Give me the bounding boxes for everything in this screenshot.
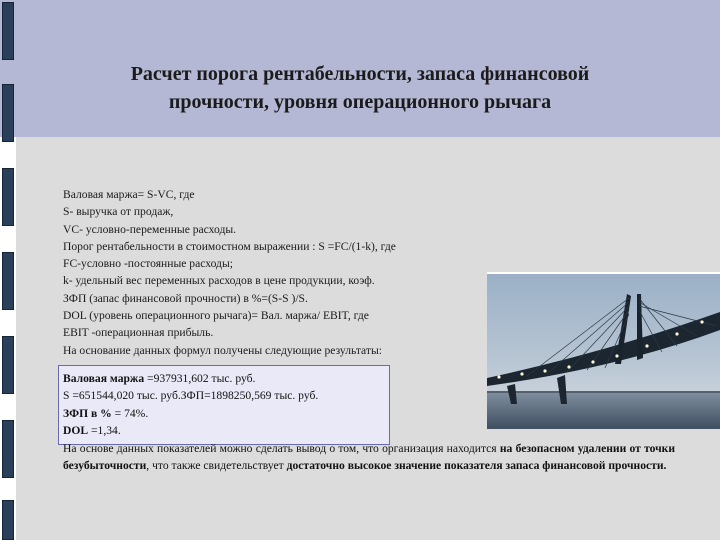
decor-bar: [2, 2, 14, 60]
gross-margin-line: [63, 370, 393, 387]
title-line: прочности, уровня операционного рычага: [168, 91, 552, 113]
zfp-line: [63, 405, 393, 422]
title-line: Расчет порога рентабельности, запаса финансовой: [130, 63, 590, 85]
definition-line: k- удельный вес переменных расходов в цене продукции, коэф.: [63, 274, 375, 288]
decor-bar: [2, 252, 14, 310]
dol-line: [63, 422, 393, 439]
zfp-label: ЗФП в %: [63, 406, 112, 420]
decor-bar: [2, 336, 14, 394]
definition-line: Порог рентабельности в стоимостном выражении : S =FC/(1-k), где: [63, 239, 396, 253]
zfp-value: = 74%.: [111, 406, 149, 420]
definition-line: EBIT -операционная прибыль.: [63, 326, 214, 340]
decor-bar: [2, 500, 14, 540]
results-text: [63, 370, 393, 439]
threshold-line: S =651544,020 тыс. руб.ЗФП=1898250,569 тыс. руб.: [63, 389, 319, 403]
bridge-photo: [487, 274, 720, 429]
definition-line: ЗФП (запас финансовой прочности) в %=(S-S )/S.: [63, 291, 308, 305]
left-decoration: [0, 0, 16, 540]
conclusion-emphasis: достаточно высокое значение показателя запаса финансовой прочности.: [286, 459, 667, 473]
decor-bar: [2, 420, 14, 478]
gross-margin-label: Валовая маржа: [63, 372, 145, 385]
dol-label: DOL: [63, 423, 89, 437]
conclusion-emphasis: на безопасном удалении от точки безубыточности: [63, 442, 676, 473]
definition-line: Валовая маржа= S-VC, где: [63, 188, 195, 201]
gross-margin-value: =937931,602 тыс. руб.: [144, 372, 256, 385]
slide-title: [40, 60, 680, 116]
definitions-block: [63, 186, 503, 359]
decor-bar: [2, 84, 14, 142]
dol-value: =1,34.: [88, 423, 121, 437]
decor-bar: [2, 168, 14, 226]
conclusion-text: , что также свидетельствует: [146, 459, 287, 473]
definition-line: На основание данных формул получены следующие результаты:: [63, 343, 382, 357]
definition-line: DOL (уровень операционного рычага)= Вал. маржа/ EBIT, где: [63, 309, 369, 323]
definition-line: VC- условно-переменные расходы.: [63, 222, 237, 236]
conclusion-text: На основе данных показателей можно сделать вывод о том, что организация находится: [63, 442, 500, 455]
definition-line: S- выручка от продаж,: [63, 205, 174, 219]
definition-line: FC-условно -постоянные расходы;: [63, 257, 233, 271]
conclusion-paragraph: [63, 440, 675, 475]
